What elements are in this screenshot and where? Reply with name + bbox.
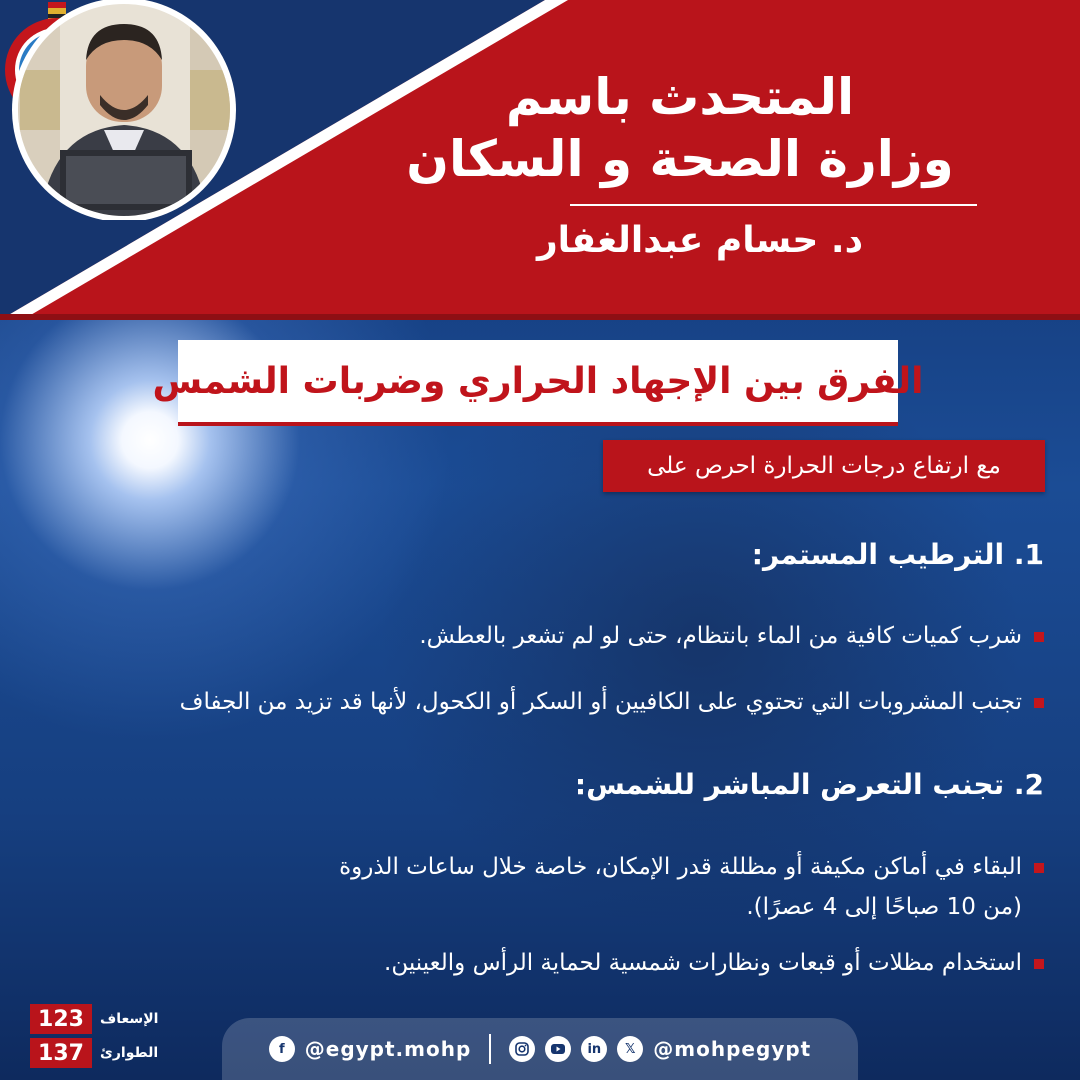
- bullet-item: [24, 944, 1044, 982]
- social-handle[interactable]: @mohpegypt: [653, 1037, 812, 1061]
- hotlines: [30, 1004, 170, 1074]
- bullet-square-icon: [1034, 959, 1044, 969]
- bullet-continuation: (من 10 صباحًا إلى 4 عصرًا).: [746, 894, 1022, 920]
- subject-title: الفرق بين الإجهاد الحراري وضربات الشمس: [152, 360, 924, 402]
- subject-banner: [152, 340, 924, 426]
- bullet-square-icon: [1034, 698, 1044, 708]
- section-heading-hydration: 1. الترطيب المستمر:: [751, 538, 1044, 571]
- hotline-emergency: [30, 1038, 158, 1068]
- title-divider: [570, 204, 977, 206]
- speaker-portrait: [0, 0, 248, 220]
- footer-divider: [489, 1034, 491, 1064]
- facebook-handle[interactable]: @egypt.mohp: [304, 1037, 472, 1061]
- intro-text: مع ارتفاع درجات الحرارة احرص على: [647, 453, 1001, 479]
- section-heading-sun-exposure: 2. تجنب التعرض المباشر للشمس:: [574, 768, 1044, 801]
- x-icon[interactable]: 𝕏: [617, 1036, 643, 1062]
- hotline-number: 137: [30, 1038, 92, 1068]
- bullet-square-icon: [1034, 632, 1044, 642]
- intro-label: [603, 440, 1045, 492]
- bullet-item: [24, 617, 1044, 655]
- bullet-text: تجنب المشروبات التي تحتوي على الكافيين أو السكر أو الكحول، لأنها قد تزيد من الجفاف: [179, 689, 1022, 715]
- bullet-text: استخدام مظلات أو قبعات ونظارات شمسية لحماية الرأس والعينين.: [384, 950, 1022, 976]
- facebook-icon[interactable]: f: [269, 1036, 295, 1062]
- bullet-square-icon: [1034, 863, 1044, 873]
- bullet-item: [24, 683, 1044, 721]
- linkedin-icon[interactable]: in: [581, 1036, 607, 1062]
- instagram-icon[interactable]: [509, 1036, 535, 1062]
- bullet-text: شرب كميات كافية من الماء بانتظام، حتى لو لم تشعر بالعطش.: [419, 623, 1022, 649]
- hotline-label: الإسعاف: [100, 1011, 159, 1027]
- bullet-item: [24, 848, 1044, 886]
- youtube-icon[interactable]: [545, 1036, 571, 1062]
- title-line-1: المتحدث باسم: [505, 68, 855, 126]
- title-line-2: وزارة الصحة و السكان: [406, 130, 954, 188]
- hotline-ambulance: [30, 1004, 158, 1034]
- social-footer: [222, 1018, 858, 1080]
- header-title: [400, 66, 960, 190]
- bullet-text: البقاء في أماكن مكيفة أو مظللة قدر الإمكان، خاصة خلال ساعات الذروة: [339, 854, 1022, 880]
- header-banner: [0, 0, 1080, 320]
- hotline-label: الطوارئ: [100, 1045, 159, 1061]
- speaker-name: د. حسام عبدالغفار: [536, 220, 864, 261]
- hotline-number: 123: [30, 1004, 92, 1034]
